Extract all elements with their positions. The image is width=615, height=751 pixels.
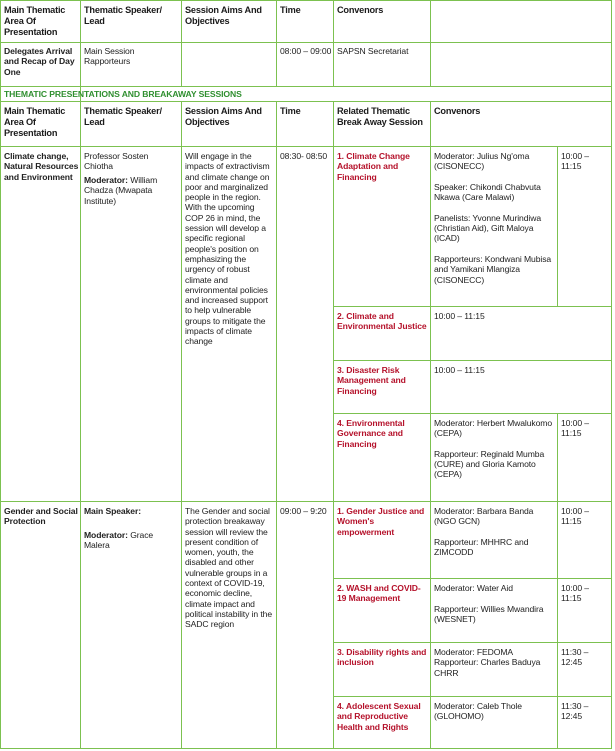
- row-divider: [0, 101, 612, 102]
- climate-session-title: 4. Environmental Governance and Financing: [337, 418, 405, 449]
- header-time: Time: [280, 5, 301, 15]
- climate-session-title: 1. Climate Change Adaptation and Financing: [337, 151, 410, 182]
- gender-moderator: [84, 530, 179, 551]
- climate-session-convenor: 10:00 – 11:15: [434, 365, 485, 375]
- gender-session-convenor: Moderator: Caleb Thole (GLOHOMO): [434, 701, 522, 722]
- climate-session-time: 10:00 – 11:15: [561, 151, 589, 172]
- row-divider: [333, 696, 612, 697]
- header-speaker: Thematic Speaker/ Lead: [84, 5, 162, 26]
- row-divider: [333, 306, 612, 307]
- gender-session-convenor: Moderator: Barbara Banda (NGO GCN) Rapporteur: MHHRC and ZIMCODD: [434, 506, 534, 558]
- delegates-time: 08:00 – 09:00: [280, 46, 332, 56]
- row-divider: [333, 413, 612, 414]
- gender-session-time: 10:00 – 11:15: [561, 583, 589, 604]
- gender-session-convenor: Moderator: Water Aid Rapporteur: Willies Mwandira (WESNET): [434, 583, 544, 624]
- col-divider: [80, 0, 81, 749]
- climate-time: 08:30- 08:50: [280, 151, 328, 161]
- gender-session-time: 11:30 – 12:45: [561, 701, 589, 722]
- climate-aims: Will engage in the impacts of extractivism and climate change on poor and marginalized people in the region. With the upcoming COP 26 in mind, the session will develop a specific regional people's position on emphasizing the urgency of robust climate and environmental policies and increased support to help vulnerable groups to mitigate the impacts of climate change: [185, 151, 270, 347]
- climate-session-time: 10:00 – 11:15: [561, 418, 589, 439]
- gender-session-time: 10:00 – 11:15: [561, 506, 589, 527]
- gender-area: Gender and Social Protection: [4, 506, 78, 527]
- gender-aims: The Gender and social protection breakaway session will review the present condition of women, youth, the disabled and other vulnerable groups in a context of COVID-19, economic decline, climate impact and political instability in the SADC region: [185, 506, 273, 630]
- gender-session-time: 11:30 – 12:45: [561, 647, 589, 668]
- gender-session-title: 3. Disability rights and inclusion: [337, 647, 427, 668]
- row-divider: [333, 642, 612, 643]
- gender-session-title: 1. Gender Justice and Women's empowerment: [337, 506, 425, 537]
- gender-session-convenor: Moderator: FEDOMA Rapporteur: Charles Baduya CHRR: [434, 647, 541, 678]
- header2-speaker: Thematic Speaker/ Lead: [84, 106, 162, 127]
- header-area: Main Thematic Area Of Presentation: [4, 5, 66, 37]
- moderator-label: Moderator:: [84, 175, 128, 185]
- col-divider: [181, 0, 182, 86]
- climate-moderator: [84, 175, 179, 206]
- col-divider: [276, 101, 277, 749]
- row-divider: [0, 146, 612, 147]
- col-divider: [276, 0, 277, 86]
- col-divider: [430, 101, 431, 749]
- row-divider: [0, 501, 612, 502]
- header2-aims: Session Aims And Objectives: [185, 106, 262, 127]
- climate-session-title: 2. Climate and Environmental Justice: [337, 311, 427, 332]
- col-divider: [333, 0, 334, 86]
- gender-session-title: 2. WASH and COVID-19 Management: [337, 583, 421, 604]
- col-divider: [430, 0, 431, 86]
- climate-session-convenor: Moderator: Herbert Mwalukomo (CEPA) Rapporteur: Reginald Mumba (CURE) and Gloria Kamoto (CEPA): [434, 418, 553, 480]
- gender-time: 09:00 – 9:20: [280, 506, 327, 516]
- header2-time: Time: [280, 106, 301, 116]
- moderator-label: Moderator:: [84, 530, 128, 540]
- delegates-area: Delegates Arrival and Recap of Day One: [4, 46, 75, 77]
- climate-session-convenor: Moderator: Julius Ng'oma (CISONECC) Speaker: Chikondi Chabvuta Nkawa (Care Malawi) Panelists: Yvonne Murindiwa (Christian Aid), Gift Maloya (ICAD) Rapporteurs: Kondwani Mubisa and Yamikani Mlangiza (CISONECC): [434, 151, 552, 285]
- col-divider: [181, 101, 182, 749]
- row-divider: [0, 42, 612, 43]
- delegates-speaker: Main Session Rapporteurs: [84, 46, 135, 67]
- header2-convenors: Convenors: [434, 106, 481, 116]
- col-divider: [557, 413, 558, 749]
- row-divider: [333, 360, 612, 361]
- header2-area: Main Thematic Area Of Presentation: [4, 106, 66, 138]
- row-divider: [333, 578, 612, 579]
- row-divider: [0, 86, 612, 87]
- climate-area: Climate change, Natural Resources and Environment: [4, 151, 79, 182]
- header2-breakaway: Related Thematic Break Away Session: [337, 106, 423, 127]
- moderator-name: William Chadza (Mwapata Institute): [84, 175, 158, 206]
- header-aims: Session Aims And Objectives: [185, 5, 262, 26]
- climate-speaker: Professor Sosten Chiotha: [84, 151, 149, 172]
- col-divider: [333, 101, 334, 749]
- gender-speaker-label: Main Speaker:: [84, 506, 141, 516]
- climate-session-convenor: 10:00 – 11:15: [434, 311, 485, 321]
- col-divider: [557, 146, 558, 306]
- gender-session-title: 4. Adolescent Sexual and Reproductive Health and Rights: [337, 701, 421, 732]
- moderator-name: Grace Malera: [84, 530, 154, 551]
- section-title: THEMATIC PRESENTATIONS AND BREAKAWAY SESSIONS: [4, 89, 242, 99]
- header-convenors: Convenors: [337, 5, 384, 15]
- delegates-convenor: SAPSN Secretariat: [337, 46, 409, 56]
- climate-session-title: 3. Disaster Risk Management and Financing: [337, 365, 406, 396]
